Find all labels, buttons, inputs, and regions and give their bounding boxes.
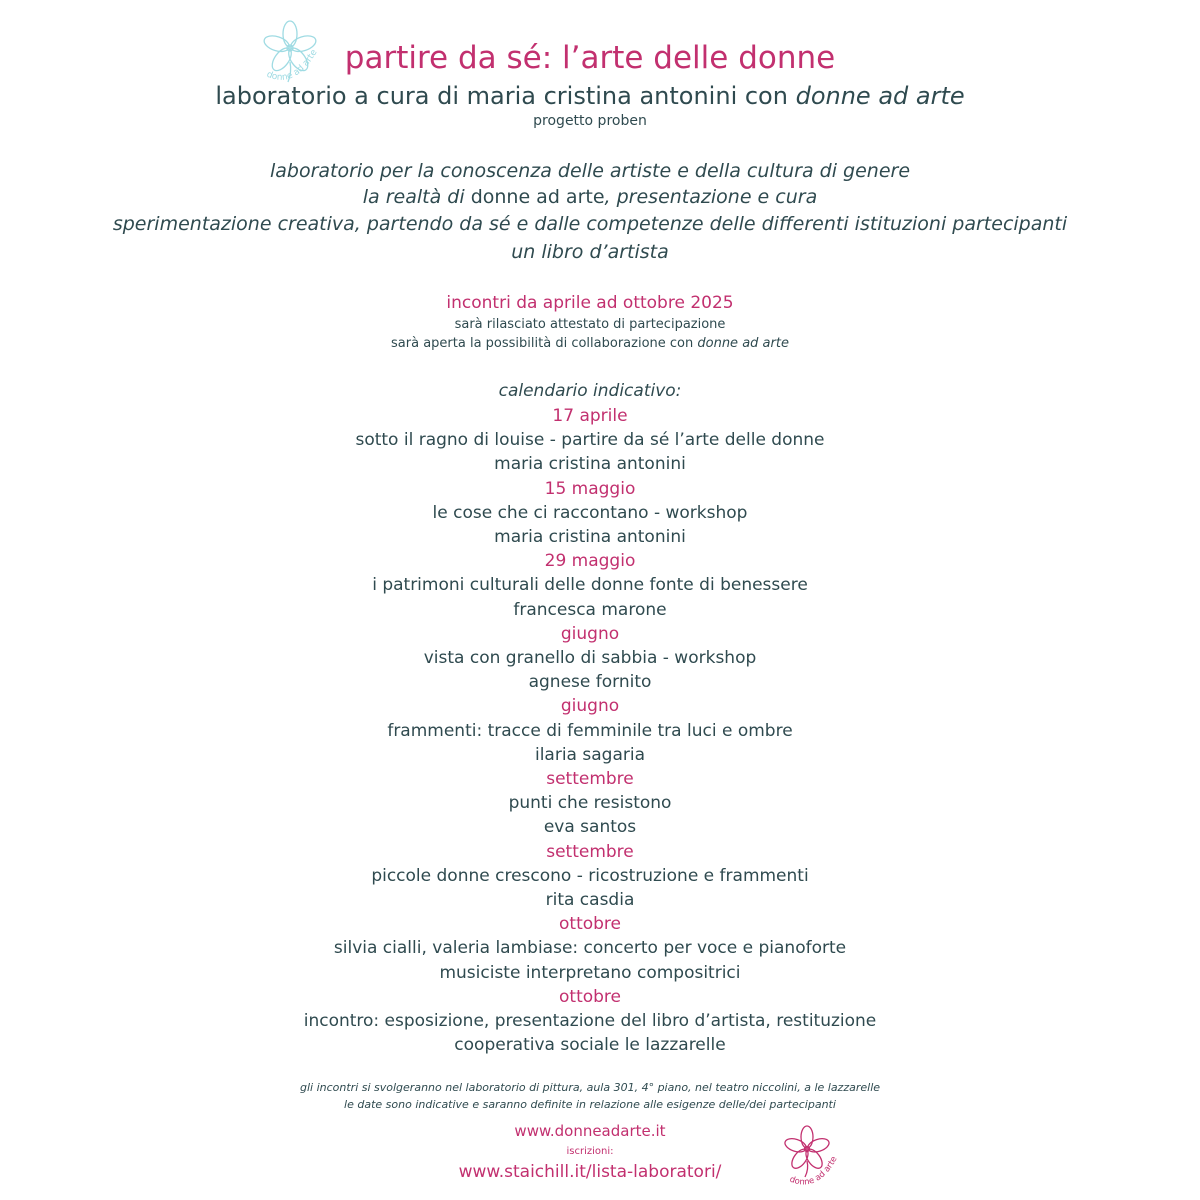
event-date: 29 maggio (544, 551, 636, 572)
page-title: partire da sé: l’arte delle donne (344, 40, 836, 76)
calendar-list (0, 404, 1180, 1057)
event-date: giugno (560, 623, 620, 644)
event-date: ottobre (559, 914, 621, 935)
event-speaker: cooperativa sociale le lazzarelle (454, 1035, 726, 1056)
footer-note-2: le date sono indicative e saranno definite in relazione alle esigenze delle/dei partecipanti (344, 1098, 836, 1111)
event-date: giugno (560, 696, 620, 717)
event-title: le cose che ci raccontano - workshop (432, 502, 748, 523)
event-title: frammenti: tracce di femminile tra luci e ombre (387, 720, 793, 741)
collaboration-emphasis: donne ad arte (697, 336, 789, 351)
event-title: piccole donne crescono - ricostruzione e frammenti (371, 865, 809, 886)
event-date: settembre (546, 769, 634, 790)
logo-wordmark: donne ad arte (264, 47, 320, 83)
intro-line-2 (0, 186, 1180, 208)
intro-line-4: un libro d’artista (511, 241, 669, 263)
collaboration-note (0, 336, 1180, 351)
intro-line-2b: donne ad arte (470, 186, 605, 208)
intro-line-1: laboratorio per la conoscenza delle artiste e della cultura di genere (269, 160, 911, 182)
event-speaker: maria cristina antonini (494, 454, 686, 475)
event-title: vista con granello di sabbia - workshop (423, 648, 757, 669)
event-title: sotto il ragno di louise - partire da sé l’arte delle donne (355, 430, 825, 451)
subtitle-prefix: laboratorio a cura di maria cristina antonini con (215, 82, 796, 110)
event-speaker: ilaria sagaria (534, 744, 645, 765)
event-speaker: eva santos (543, 817, 637, 838)
intro-line-3: sperimentazione creativa, partendo da sé e dalle competenze delle differenti istituzioni partecipanti (112, 213, 1068, 235)
flower-logo-bottom-icon (775, 1115, 855, 1195)
event-date: settembre (546, 841, 634, 862)
event-date: 15 maggio (544, 478, 636, 499)
event-date: 17 aprile (552, 406, 628, 426)
website-link[interactable]: www.donneadarte.it (514, 1122, 666, 1140)
calendar-heading: calendario indicativo: (498, 381, 682, 401)
event-title: incontro: esposizione, presentazione del libro d’artista, restituzione (303, 1011, 877, 1032)
project-name: progetto proben (533, 113, 647, 129)
event-title: punti che resistono (508, 793, 672, 814)
event-title: i patrimoni culturali delle donne fonte di benessere (372, 575, 808, 596)
registration-label: iscrizioni: (566, 1146, 614, 1157)
event-speaker: rita casdia (545, 890, 635, 911)
certificate-note: sarà rilasciato attestato di partecipazione (454, 317, 726, 332)
page-subtitle (0, 82, 1180, 110)
footer-note-1: gli incontri si svolgeranno nel laboratorio di pittura, aula 301, 4° piano, nel teatro niccolini, a le lazzarelle (299, 1081, 881, 1094)
meetings-period: incontri da aprile ad ottobre 2025 (446, 293, 734, 313)
registration-link[interactable]: www.staichill.it/lista-laboratori/ (458, 1162, 722, 1182)
svg-text:donne ad arte (788, 1155, 840, 1188)
intro-line-2a: la realtà di (362, 186, 471, 208)
event-speaker: maria cristina antonini (494, 527, 686, 548)
event-speaker: agnese fornito (528, 672, 652, 693)
event-speaker: musiciste interpretano compositrici (439, 962, 741, 983)
event-date: ottobre (559, 986, 621, 1007)
collaboration-prefix: sarà aperta la possibilità di collaborazione con (391, 336, 698, 351)
subtitle-emphasis: donne ad arte (795, 82, 965, 110)
intro-line-2c: , presentazione e cura (604, 186, 818, 208)
event-speaker: francesca marone (513, 599, 667, 620)
event-title: silvia cialli, valeria lambiase: concerto per voce e pianoforte (333, 938, 847, 959)
logo-bottom-wordmark: donne ad arte (788, 1154, 840, 1188)
